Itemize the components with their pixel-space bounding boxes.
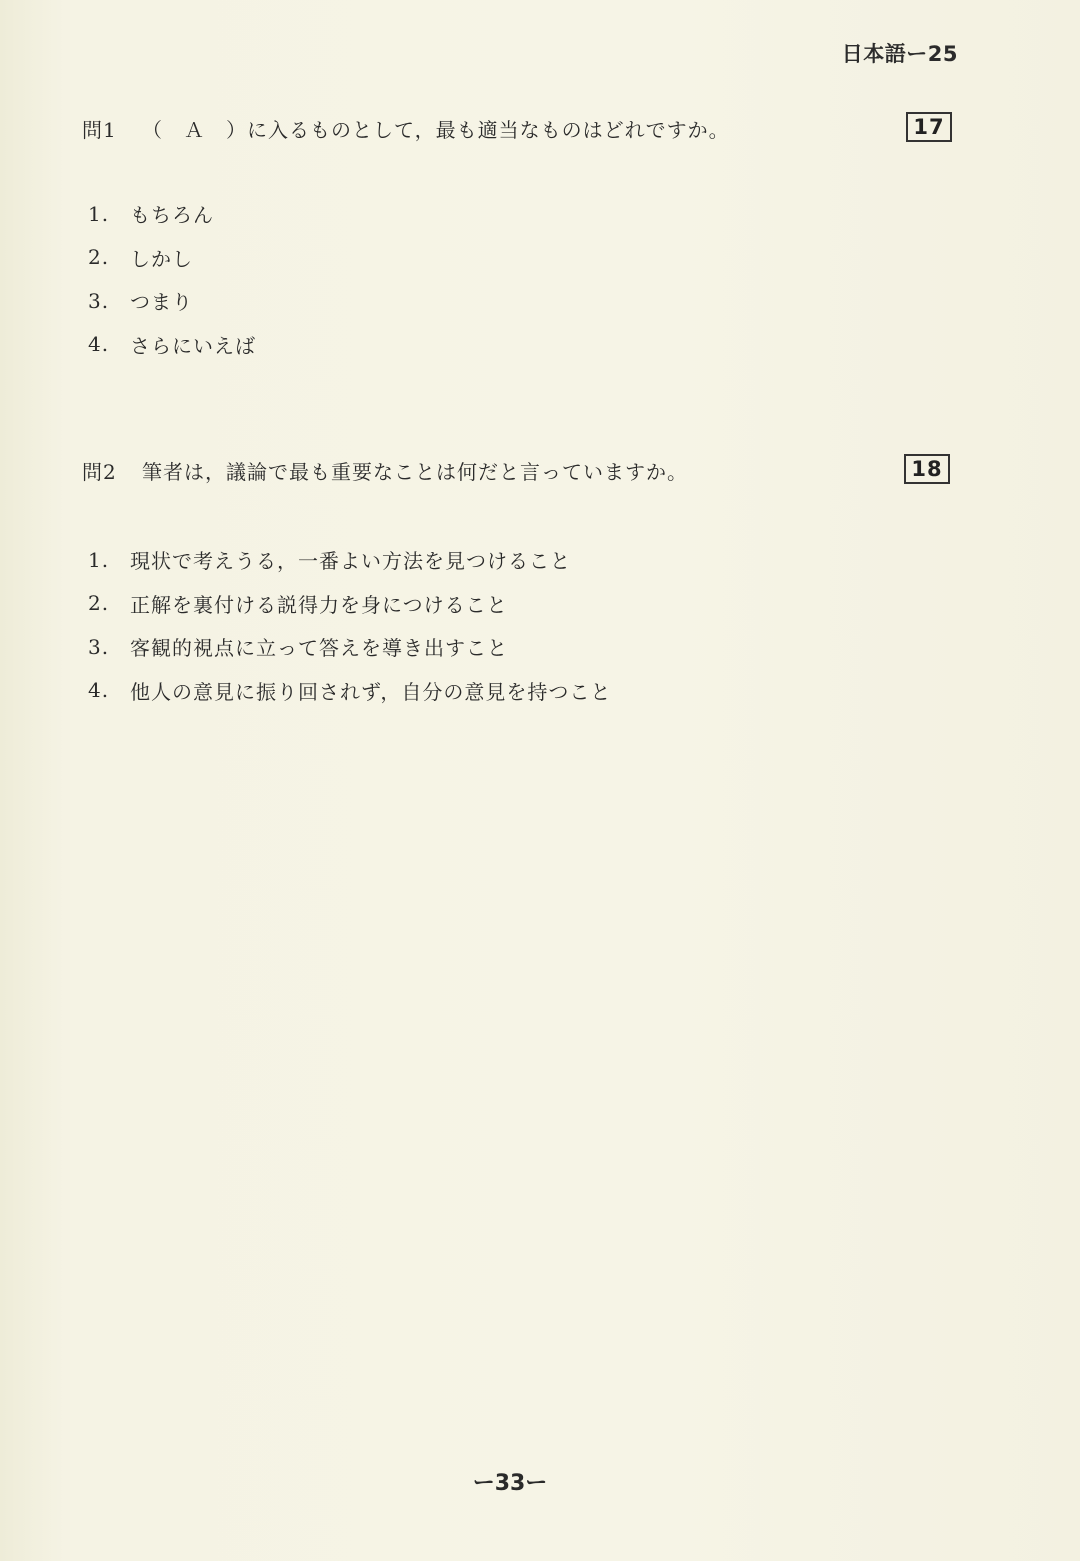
option-text: 他人の意見に振り回されず，自分の意見を持つこと (130, 679, 612, 704)
option-item[interactable] (82, 625, 952, 669)
option-text: さらにいえば (130, 333, 256, 358)
option-item[interactable] (82, 323, 952, 367)
option-number: 4. (88, 678, 110, 703)
question-2 (82, 452, 952, 712)
option-number: 2. (88, 245, 110, 270)
option-text: 現状で考えうる，一番よい方法を見つけること (130, 549, 571, 574)
answer-number-box: 17 (906, 112, 952, 142)
option-number: 1. (88, 201, 110, 226)
question-label: 問2 (82, 459, 117, 484)
option-list (82, 538, 952, 712)
option-text: もちろん (130, 203, 214, 228)
question-prompt (82, 452, 952, 488)
answer-number-box: 18 (904, 454, 950, 484)
option-item[interactable] (82, 279, 952, 323)
question-1 (82, 110, 952, 366)
option-text: しかし (130, 246, 193, 271)
option-number: 1. (88, 547, 110, 572)
option-number: 3. (88, 634, 110, 659)
question-prompt (82, 110, 952, 146)
option-item[interactable] (82, 669, 952, 713)
page-number: ー33ー (472, 1471, 548, 1496)
option-number: 2. (88, 591, 110, 616)
question-text: 筆者は，議論で最も重要なことは何だと言っていますか。 (142, 459, 688, 484)
option-text: 正解を裏付ける説得力を身につけること (130, 592, 508, 617)
option-text: つまり (130, 290, 193, 315)
question-label: 問1 (82, 117, 117, 142)
option-list (82, 192, 952, 366)
option-item[interactable] (82, 538, 952, 582)
option-text: 客観的視点に立って答えを導き出すこと (130, 636, 508, 661)
option-item[interactable] (82, 582, 952, 626)
question-text: （ Ａ ）に入るものとして，最も適当なものはどれですか。 (142, 117, 730, 142)
page-header-subject: 日本語ー25 (841, 42, 958, 66)
option-item[interactable] (82, 192, 952, 236)
option-item[interactable] (82, 236, 952, 280)
option-number: 3. (88, 288, 110, 313)
option-number: 4. (88, 332, 110, 357)
